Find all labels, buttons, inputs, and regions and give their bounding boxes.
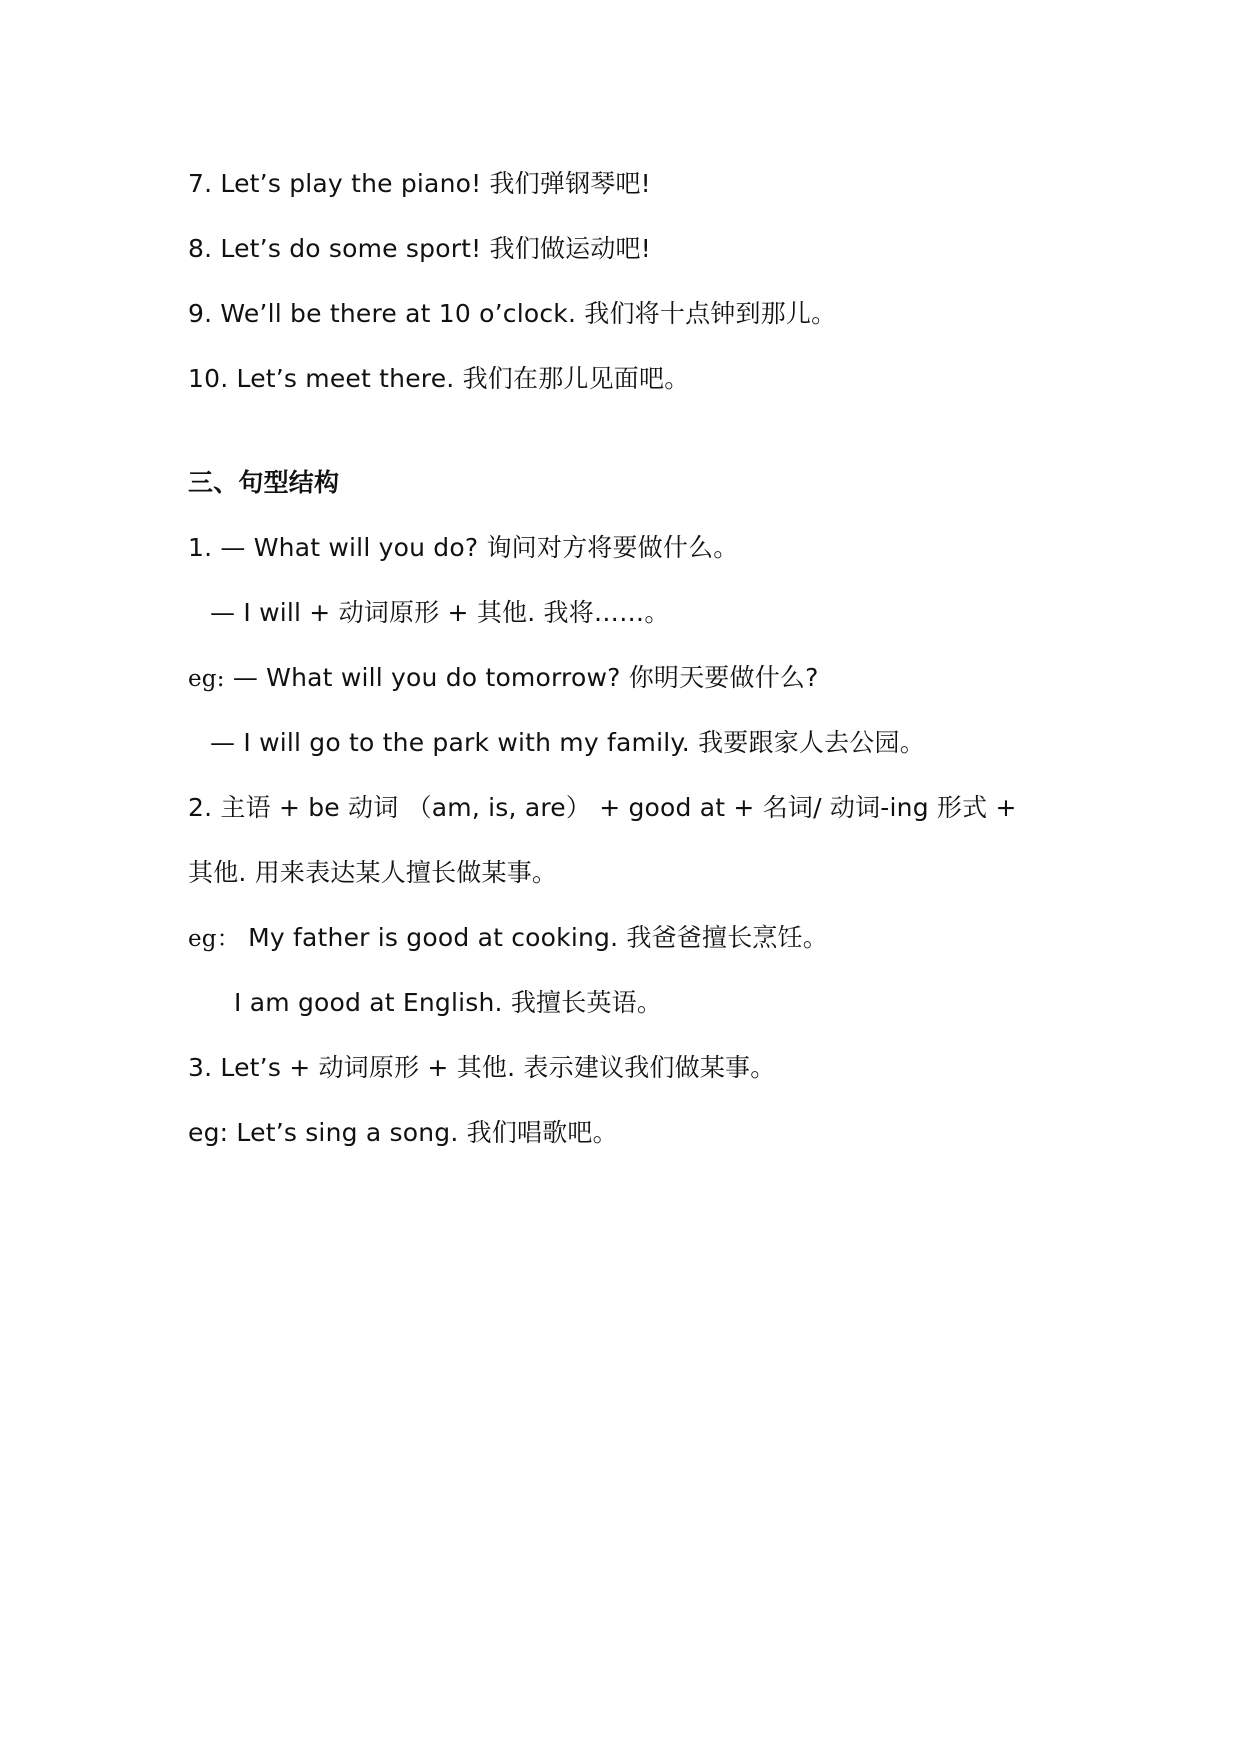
structure-3-example: eg: Let’s sing a song. 我们唱歌吧。	[188, 1118, 618, 1147]
section-heading: 三、句型结构	[188, 468, 340, 497]
structure-2-example-1	[188, 921, 828, 956]
sentence-7: 7. Let’s play the piano! 我们弹钢琴吧!	[188, 169, 651, 198]
sentence-10: 10. Let’s meet there. 我们在那儿见面吧。	[188, 364, 690, 393]
sentence-8: 8. Let’s do some sport! 我们做运动吧!	[188, 234, 651, 263]
structure-1-question: 1. — What will you do? 询问对方将要做什么。	[188, 533, 739, 562]
structure-3-line-1: 3. Let’s + 动词原形 + 其他. 表示建议我们做某事。	[188, 1053, 776, 1082]
structure-2-example-2: I am good at English. 我擅长英语。	[234, 988, 663, 1017]
structure-1-answer: — I will + 动词原形 + 其他. 我将……。	[210, 598, 670, 627]
structure-1-example-question	[188, 661, 819, 696]
structure-2-line-1: 2. 主语 + be 动词 （am, is, are） + good at + 名词/ 动词-ing 形式 +	[188, 793, 1017, 822]
eg-label: eg:	[188, 666, 225, 692]
sentence-9: 9. We’ll be there at 10 o’clock. 我们将十点钟到那儿。	[188, 299, 837, 328]
eg-label: eg：	[188, 926, 240, 952]
eg-question-text: — What will you do tomorrow? 你明天要做什么?	[224, 663, 819, 692]
structure-2-line-2: 其他. 用来表达某人擅长做某事。	[188, 858, 558, 887]
structure-1-example-answer: — I will go to the park with my family. 我要跟家人去公园。	[210, 728, 925, 757]
eg-sentence-text: My father is good at cooking. 我爸爸擅长烹饪。	[239, 923, 828, 952]
